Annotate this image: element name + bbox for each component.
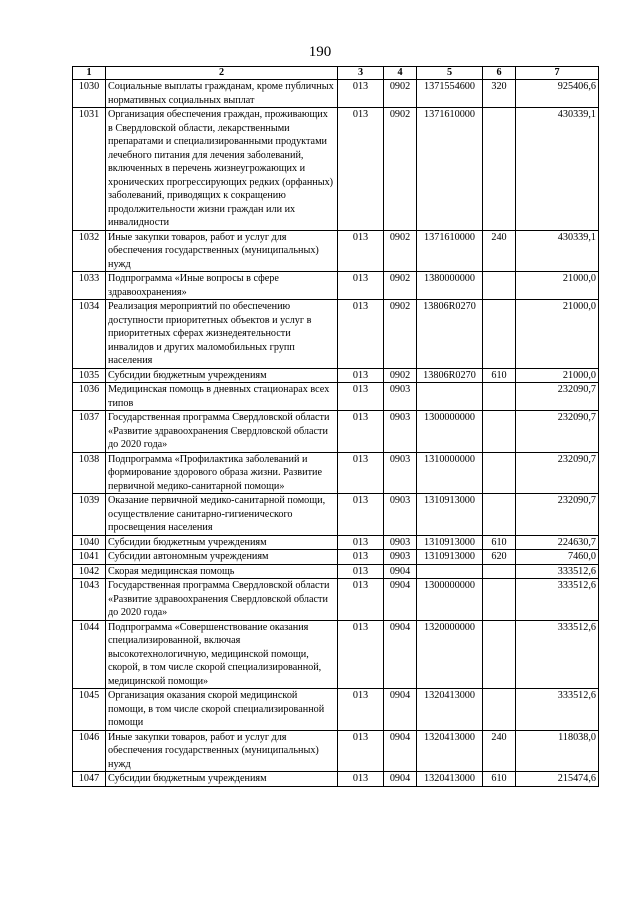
- row-target-code: 1371610000: [417, 230, 483, 272]
- row-expense-type: 620: [483, 550, 516, 565]
- row-ministry-code: 013: [338, 579, 384, 621]
- row-number: 1036: [73, 383, 106, 411]
- row-target-code: 1371554600: [417, 80, 483, 108]
- row-name: Иные закупки товаров, работ и услуг для обеспечения государственных (муниципальных) нужд: [106, 230, 338, 272]
- table-row: [73, 272, 599, 300]
- row-expense-type: [483, 564, 516, 579]
- row-number: 1041: [73, 550, 106, 565]
- row-amount: 333512,6: [516, 620, 599, 689]
- row-expense-type: 240: [483, 230, 516, 272]
- table-row: [73, 300, 599, 369]
- row-section-code: 0902: [384, 230, 417, 272]
- row-target-code: 1310913000: [417, 535, 483, 550]
- row-amount: 333512,6: [516, 564, 599, 579]
- row-amount: 21000,0: [516, 368, 599, 383]
- table-row: [73, 494, 599, 536]
- table-row: [73, 368, 599, 383]
- row-target-code: 1310000000: [417, 452, 483, 494]
- row-target-code: 1300000000: [417, 579, 483, 621]
- row-number: 1047: [73, 772, 106, 787]
- row-ministry-code: 013: [338, 300, 384, 369]
- row-section-code: 0903: [384, 550, 417, 565]
- row-ministry-code: 013: [338, 452, 384, 494]
- header-col-4: 4: [384, 67, 417, 80]
- row-amount: 430339,1: [516, 230, 599, 272]
- row-expense-type: 610: [483, 535, 516, 550]
- page-number: 190: [308, 44, 332, 60]
- row-target-code: 1320413000: [417, 730, 483, 772]
- row-name: Оказание первичной медико-санитарной помощи, осуществление санитарно-гигиенического просвещения населения: [106, 494, 338, 536]
- row-name: Медицинская помощь в дневных стационарах всех типов: [106, 383, 338, 411]
- table-row: [73, 411, 599, 453]
- row-ministry-code: 013: [338, 564, 384, 579]
- row-section-code: 0902: [384, 272, 417, 300]
- table-row: [73, 730, 599, 772]
- table-row: [73, 108, 599, 231]
- row-number: 1030: [73, 80, 106, 108]
- row-amount: 232090,7: [516, 452, 599, 494]
- row-name: Организация обеспечения граждан, проживающих в Свердловской области, лекарственными препаратами и специализированными продуктами лечебного питания для лечения заболеваний, включенных в перечень жизнеугрожающих и хронических прогрессирующих редких (орфанных) заболеваний, приводящих к сокращению продолжительности жизни граждан или их инвалидности: [106, 108, 338, 231]
- row-expense-type: 610: [483, 368, 516, 383]
- row-amount: 7460,0: [516, 550, 599, 565]
- row-ministry-code: 013: [338, 772, 384, 787]
- row-ministry-code: 013: [338, 730, 384, 772]
- row-name: Субсидии бюджетным учреждениям: [106, 772, 338, 787]
- row-number: 1035: [73, 368, 106, 383]
- row-number: 1042: [73, 564, 106, 579]
- table-row: [73, 452, 599, 494]
- header-col-2: 2: [106, 67, 338, 80]
- row-section-code: 0904: [384, 579, 417, 621]
- row-section-code: 0904: [384, 730, 417, 772]
- row-expense-type: [483, 411, 516, 453]
- header-col-3: 3: [338, 67, 384, 80]
- row-name: Субсидии автономным учреждениям: [106, 550, 338, 565]
- table-row: [73, 230, 599, 272]
- row-name: Подпрограмма «Совершенствование оказания специализированной, включая высокотехнологичную, медицинской помощи, скорой, в том числе скорой специализированной, медицинской помощи»: [106, 620, 338, 689]
- budget-table: [72, 66, 599, 787]
- row-section-code: 0904: [384, 689, 417, 731]
- row-number: 1033: [73, 272, 106, 300]
- row-expense-type: [483, 452, 516, 494]
- table-row: [73, 550, 599, 565]
- row-number: 1032: [73, 230, 106, 272]
- table-row: [73, 689, 599, 731]
- row-amount: 118038,0: [516, 730, 599, 772]
- row-section-code: 0902: [384, 368, 417, 383]
- row-amount: 232090,7: [516, 494, 599, 536]
- table-row: [73, 620, 599, 689]
- row-name: Подпрограмма «Иные вопросы в сфере здравоохранения»: [106, 272, 338, 300]
- row-expense-type: [483, 272, 516, 300]
- row-expense-type: [483, 620, 516, 689]
- table-row: [73, 80, 599, 108]
- row-name: Иные закупки товаров, работ и услуг для обеспечения государственных (муниципальных) нужд: [106, 730, 338, 772]
- row-target-code: [417, 383, 483, 411]
- table-row: [73, 579, 599, 621]
- row-name: Субсидии бюджетным учреждениям: [106, 368, 338, 383]
- row-section-code: 0903: [384, 383, 417, 411]
- table-row: [73, 535, 599, 550]
- row-target-code: 1320413000: [417, 772, 483, 787]
- row-section-code: 0903: [384, 494, 417, 536]
- row-expense-type: [483, 108, 516, 231]
- row-section-code: 0904: [384, 772, 417, 787]
- row-target-code: 1300000000: [417, 411, 483, 453]
- row-expense-type: 240: [483, 730, 516, 772]
- row-name: Скорая медицинская помощь: [106, 564, 338, 579]
- row-ministry-code: 013: [338, 411, 384, 453]
- row-target-code: 1380000000: [417, 272, 483, 300]
- table-row: [73, 772, 599, 787]
- row-ministry-code: 013: [338, 272, 384, 300]
- row-amount: 333512,6: [516, 579, 599, 621]
- row-section-code: 0902: [384, 80, 417, 108]
- row-amount: 215474,6: [516, 772, 599, 787]
- row-ministry-code: 013: [338, 368, 384, 383]
- row-name: Субсидии бюджетным учреждениям: [106, 535, 338, 550]
- row-expense-type: [483, 494, 516, 536]
- header-row: [73, 67, 599, 80]
- row-name: Государственная программа Свердловской области «Развитие здравоохранения Свердловской области до 2020 года»: [106, 579, 338, 621]
- row-amount: 224630,7: [516, 535, 599, 550]
- row-number: 1037: [73, 411, 106, 453]
- row-ministry-code: 013: [338, 620, 384, 689]
- row-name: Организация оказания скорой медицинской помощи, в том числе скорой специализированной помощи: [106, 689, 338, 731]
- row-expense-type: 610: [483, 772, 516, 787]
- header-col-1: 1: [73, 67, 106, 80]
- row-section-code: 0903: [384, 535, 417, 550]
- row-number: 1039: [73, 494, 106, 536]
- row-section-code: 0902: [384, 108, 417, 231]
- row-amount: 430339,1: [516, 108, 599, 231]
- row-name: Реализация мероприятий по обеспечению доступности приоритетных объектов и услуг в приоритетных сферах жизнедеятельности инвалидов и других маломобильных групп населения: [106, 300, 338, 369]
- header-col-5: 5: [417, 67, 483, 80]
- row-number: 1040: [73, 535, 106, 550]
- row-ministry-code: 013: [338, 108, 384, 231]
- row-ministry-code: 013: [338, 689, 384, 731]
- row-expense-type: [483, 689, 516, 731]
- row-number: 1045: [73, 689, 106, 731]
- row-target-code: 1320413000: [417, 689, 483, 731]
- row-amount: 21000,0: [516, 272, 599, 300]
- header-col-7: 7: [516, 67, 599, 80]
- table-row: [73, 383, 599, 411]
- row-expense-type: 320: [483, 80, 516, 108]
- row-amount: 925406,6: [516, 80, 599, 108]
- row-target-code: [417, 564, 483, 579]
- row-name: Подпрограмма «Профилактика заболеваний и формирование здорового образа жизни. Развитие первичной медико-санитарной помощи»: [106, 452, 338, 494]
- row-expense-type: [483, 383, 516, 411]
- row-target-code: 13806R0270: [417, 368, 483, 383]
- row-name: Государственная программа Свердловской области «Развитие здравоохранения Свердловской области до 2020 года»: [106, 411, 338, 453]
- row-target-code: 1320000000: [417, 620, 483, 689]
- row-target-code: 1371610000: [417, 108, 483, 231]
- row-section-code: 0904: [384, 564, 417, 579]
- row-section-code: 0904: [384, 620, 417, 689]
- row-number: 1043: [73, 579, 106, 621]
- row-number: 1038: [73, 452, 106, 494]
- row-target-code: 1310913000: [417, 494, 483, 536]
- row-amount: 232090,7: [516, 383, 599, 411]
- row-ministry-code: 013: [338, 535, 384, 550]
- row-section-code: 0902: [384, 300, 417, 369]
- row-ministry-code: 013: [338, 383, 384, 411]
- row-number: 1031: [73, 108, 106, 231]
- row-number: 1044: [73, 620, 106, 689]
- row-name: Социальные выплаты гражданам, кроме публичных нормативных социальных выплат: [106, 80, 338, 108]
- row-target-code: 13806R0270: [417, 300, 483, 369]
- row-section-code: 0903: [384, 411, 417, 453]
- row-expense-type: [483, 579, 516, 621]
- table-row: [73, 564, 599, 579]
- row-expense-type: [483, 300, 516, 369]
- header-col-6: 6: [483, 67, 516, 80]
- row-number: 1034: [73, 300, 106, 369]
- row-ministry-code: 013: [338, 494, 384, 536]
- row-amount: 333512,6: [516, 689, 599, 731]
- row-amount: 232090,7: [516, 411, 599, 453]
- row-number: 1046: [73, 730, 106, 772]
- row-ministry-code: 013: [338, 550, 384, 565]
- row-section-code: 0903: [384, 452, 417, 494]
- row-amount: 21000,0: [516, 300, 599, 369]
- row-ministry-code: 013: [338, 80, 384, 108]
- row-target-code: 1310913000: [417, 550, 483, 565]
- row-ministry-code: 013: [338, 230, 384, 272]
